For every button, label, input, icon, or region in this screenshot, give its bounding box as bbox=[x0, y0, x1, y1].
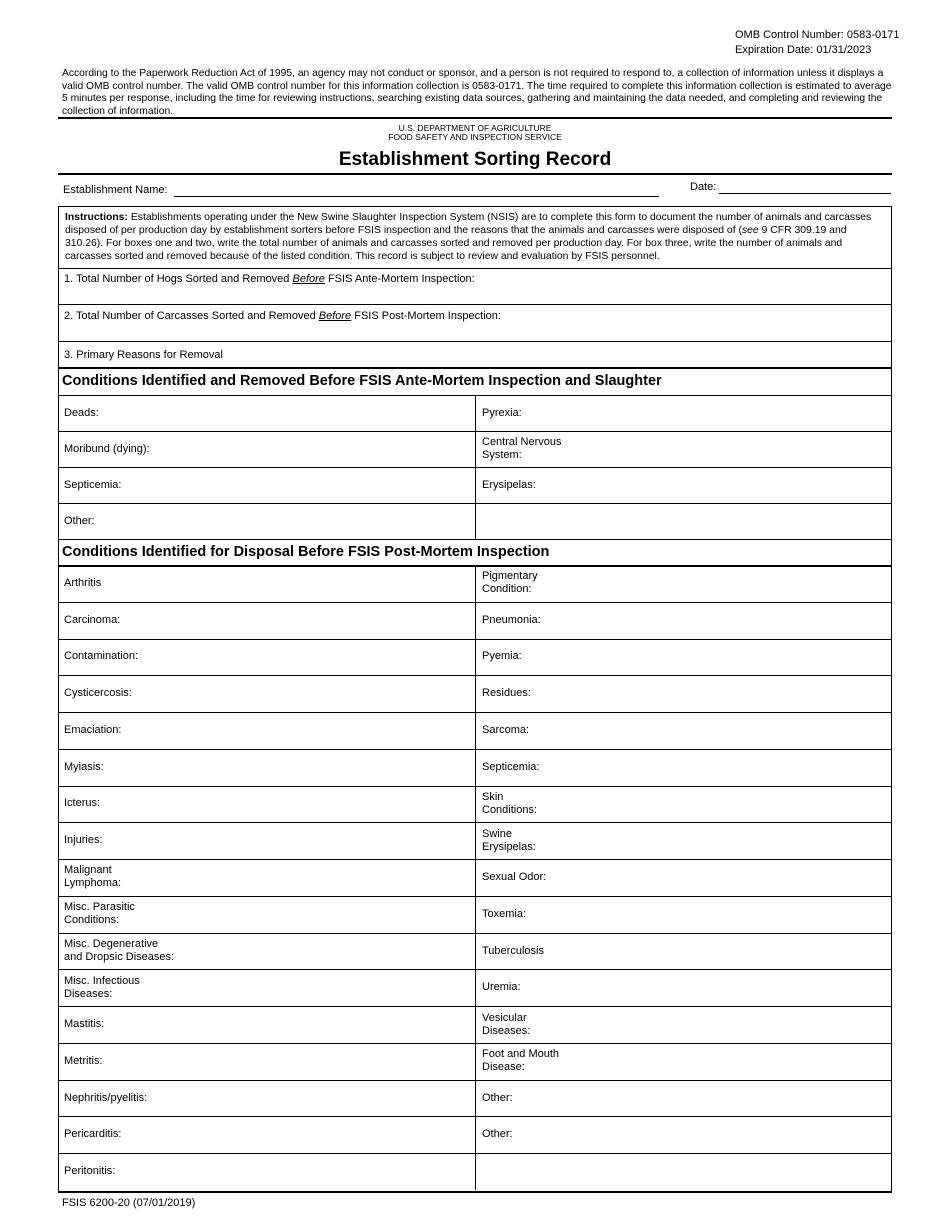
establishment-name-field[interactable] bbox=[174, 182, 659, 197]
condition-pyrexia[interactable]: Pyrexia: bbox=[482, 406, 522, 419]
column-divider bbox=[475, 395, 476, 539]
condition-toxemia[interactable]: Toxemia: bbox=[482, 907, 527, 920]
total-carcasses-removed-before-post-mortem[interactable]: 2. Total Number of Carcasses Sorted and Removed Before FSIS Post-Mortem Inspection: bbox=[64, 310, 501, 322]
condition-vesicular-diseases[interactable]: Vesicular Diseases: bbox=[482, 1011, 531, 1037]
condition-misc-parasitic-conditions[interactable]: Misc. Parasitic Conditions: bbox=[64, 901, 135, 927]
blank-cell bbox=[482, 1153, 887, 1190]
condition-pigmentary-condition[interactable]: Pigmentary Condition: bbox=[482, 570, 538, 596]
form-number: FSIS 6200-20 (07/01/2019) bbox=[62, 1197, 196, 1209]
condition-tuberculosis[interactable]: Tuberculosis bbox=[482, 944, 544, 957]
condition-carcinoma[interactable]: Carcinoma: bbox=[64, 613, 121, 626]
condition-septicemia[interactable]: Septicemia: bbox=[64, 478, 122, 491]
condition-metritis[interactable]: Metritis: bbox=[64, 1054, 103, 1067]
column-divider bbox=[475, 565, 476, 1190]
paperwork-reduction-act-statement: According to the Paperwork Reduction Act of 1995, an agency may not conduct or sponsor, and a person is not required to respond to, a collection of information unless it displays a valid OMB control number. The valid OMB control number for this information collection is 0583-0171. The time required to complete this information collection is estimated to average 5 minutes per response, including the time for reviewing instructions, searching existing data sources, gathering and maintaining the data needed, and completing and reviewing the collection of information. bbox=[62, 68, 892, 117]
row-divider bbox=[59, 539, 891, 540]
instructions-text-cont: 9 CFR 309.19 and 310.26). For boxes one and two, write the total number of animals and carcasses sorted and removed per production day. For box three, write the number of animals and carcasses sorted and removed because of the listed condition. This record is subject to review and evaluation by FSIS personnel. bbox=[65, 225, 847, 262]
condition-foot-and-mouth-disease[interactable]: Foot and Mouth Disease: bbox=[482, 1048, 560, 1074]
condition-peritonitis[interactable]: Peritonitis: bbox=[64, 1165, 116, 1178]
row-divider bbox=[59, 268, 891, 269]
omb-control-number: OMB Control Number: 0583-0171 bbox=[735, 29, 900, 41]
omb-info bbox=[735, 28, 899, 58]
condition-sarcoma[interactable]: Sarcoma: bbox=[482, 723, 530, 736]
condition-misc-infectious-diseases[interactable]: Misc. Infectious Diseases: bbox=[64, 974, 140, 1000]
page-title: Establishment Sorting Record bbox=[338, 149, 612, 170]
instructions-label: Instructions: bbox=[65, 212, 128, 223]
condition-deads[interactable]: Deads: bbox=[64, 406, 99, 419]
condition-erysipelas[interactable]: Erysipelas: bbox=[482, 478, 536, 491]
date-label: Date: bbox=[690, 181, 717, 193]
divider bbox=[58, 173, 892, 175]
establishment-name-label: Establishment Name: bbox=[63, 184, 168, 196]
condition-injuries[interactable]: Injuries: bbox=[64, 834, 103, 847]
divider bbox=[58, 117, 892, 119]
condition-other[interactable]: Other: bbox=[482, 1128, 513, 1141]
condition-other[interactable]: Other: bbox=[482, 1091, 513, 1104]
condition-central-nervous-system[interactable]: Central Nervous System: bbox=[482, 436, 562, 461]
condition-septicemia[interactable]: Septicemia: bbox=[482, 760, 540, 773]
omb-expiration-date: Expiration Date: 01/31/2023 bbox=[735, 44, 872, 56]
agency-name-line2: FOOD SAFETY AND INSPECTION SERVICE bbox=[388, 132, 562, 142]
condition-malignant-lymphoma[interactable]: Malignant Lymphoma: bbox=[64, 864, 122, 890]
condition-pericarditis[interactable]: Pericarditis: bbox=[64, 1128, 122, 1141]
condition-mastitis[interactable]: Mastitis: bbox=[64, 1018, 105, 1031]
row-divider bbox=[59, 341, 891, 342]
instructions-see: see bbox=[741, 225, 759, 236]
condition-skin-conditions[interactable]: Skin Conditions: bbox=[482, 790, 538, 816]
instructions bbox=[65, 211, 885, 263]
condition-icterus[interactable]: Icterus: bbox=[64, 797, 101, 810]
condition-moribund-dying[interactable]: Moribund (dying): bbox=[64, 442, 150, 455]
date-field[interactable] bbox=[719, 180, 891, 194]
condition-cysticercosis[interactable]: Cysticercosis: bbox=[64, 687, 132, 700]
condition-myiasis[interactable]: Myiasis: bbox=[64, 760, 104, 773]
section-post-mortem-heading: Conditions Identified for Disposal Before FSIS Post-Mortem Inspection bbox=[62, 544, 550, 560]
instructions-text: Establishments operating under the New Swine Slaughter Inspection System (NSIS) are to complete this form to document the number of animals and carcasses disposed of per production day by establishment sorters before FSIS inspection and the reasons that the animals and carcasses were disposed of ( bbox=[65, 212, 872, 236]
section-ante-mortem-heading: Conditions Identified and Removed Before FSIS Ante-Mortem Inspection and Slaughter bbox=[62, 373, 662, 389]
primary-reasons-label: 3. Primary Reasons for Removal bbox=[64, 349, 223, 361]
row-divider bbox=[59, 304, 891, 305]
condition-arthritis[interactable]: Arthritis bbox=[64, 576, 102, 589]
condition-sexual-odor[interactable]: Sexual Odor: bbox=[482, 870, 547, 883]
condition-misc-degenerative-and-dropsic-diseases[interactable]: Misc. Degenerative and Dropsic Diseases: bbox=[64, 938, 175, 964]
condition-nephritis-pyelitis[interactable]: Nephritis/pyelitis: bbox=[64, 1091, 148, 1104]
blank-cell bbox=[482, 503, 887, 539]
condition-uremia[interactable]: Uremia: bbox=[482, 981, 521, 994]
agency-name-line1: U.S. DEPARTMENT OF AGRICULTURE bbox=[398, 123, 552, 133]
total-hogs-removed-before-ante-mortem[interactable]: 1. Total Number of Hogs Sorted and Removed Before FSIS Ante-Mortem Inspection: bbox=[64, 273, 475, 285]
sorting-record-table bbox=[58, 206, 892, 1193]
row-divider bbox=[59, 367, 891, 369]
condition-pneumonia[interactable]: Pneumonia: bbox=[482, 613, 541, 626]
condition-pyemia[interactable]: Pyemia: bbox=[482, 650, 522, 663]
condition-residues[interactable]: Residues: bbox=[482, 687, 531, 700]
condition-other[interactable]: Other: bbox=[64, 514, 95, 527]
condition-emaciation[interactable]: Emaciation: bbox=[64, 723, 122, 736]
condition-swine-erysipelas[interactable]: Swine Erysipelas: bbox=[482, 827, 536, 853]
condition-contamination[interactable]: Contamination: bbox=[64, 650, 138, 663]
